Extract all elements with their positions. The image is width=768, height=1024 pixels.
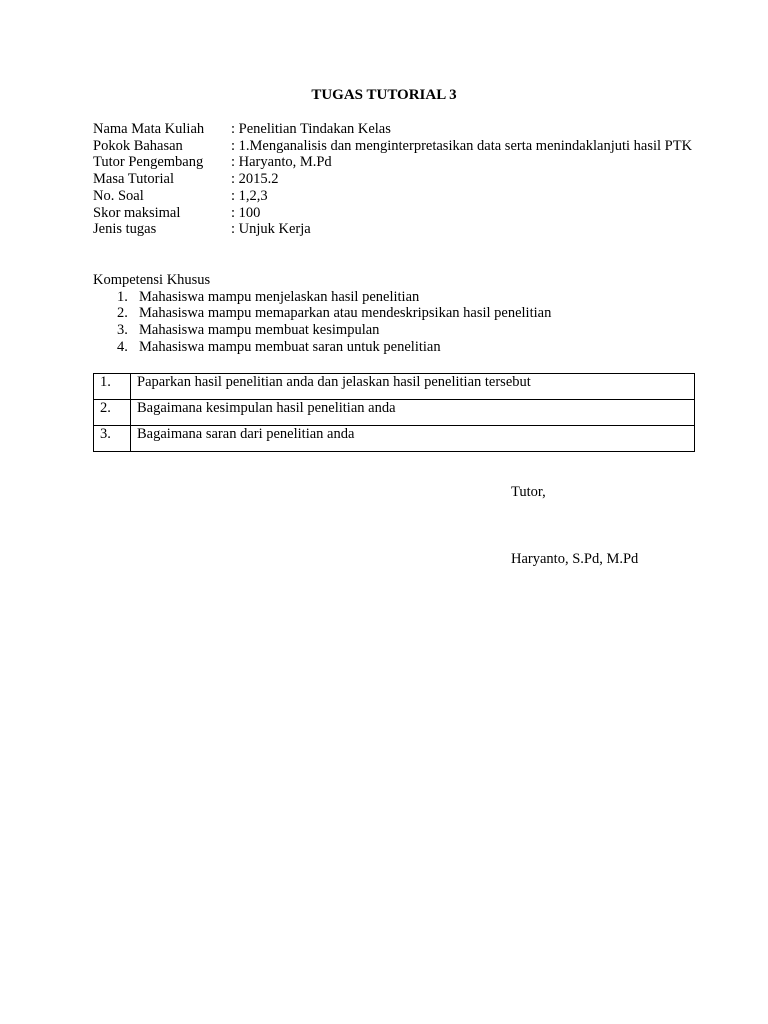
list-text: Mahasiswa mampu membuat saran untuk penelitian	[139, 338, 441, 355]
info-row-topic	[93, 138, 693, 155]
info-row-question-number	[93, 188, 693, 205]
info-label: Masa Tutorial	[93, 171, 174, 188]
info-row-task-type	[93, 221, 693, 238]
list-text: Mahasiswa mampu memaparkan atau mendeskripsikan hasil penelitian	[139, 305, 552, 322]
list-number: 4.	[117, 338, 128, 355]
question-text: Bagaimana saran dari penelitian anda	[131, 426, 695, 452]
info-label: Skor maksimal	[93, 204, 181, 221]
info-row-course-name	[93, 121, 693, 138]
signature-label: Tutor,	[511, 484, 546, 500]
table-row	[94, 426, 695, 452]
competency-list	[93, 289, 713, 356]
info-row-tutorial-period	[93, 171, 693, 188]
list-number: 3.	[117, 322, 128, 339]
table-row	[94, 374, 695, 400]
info-value: : Haryanto, M.Pd	[231, 154, 332, 171]
info-value: : 1,2,3	[231, 187, 268, 204]
question-number: 3.	[94, 426, 131, 452]
list-number: 1.	[117, 288, 128, 305]
info-label: No. Soal	[93, 187, 144, 204]
info-label: Nama Mata Kuliah	[93, 121, 205, 137]
info-value: : 2015.2	[231, 171, 279, 188]
course-info	[93, 121, 693, 238]
info-label: Pokok Bahasan	[93, 137, 183, 154]
info-value: : Penelitian Tindakan Kelas	[231, 121, 391, 137]
list-number: 2.	[117, 305, 128, 322]
info-label: Tutor Pengembang	[93, 154, 204, 171]
list-item	[93, 339, 713, 356]
info-value: : 100	[231, 204, 261, 221]
info-value: : 1.Menganalisis dan menginterpretasikan data serta menindaklanjuti hasil PTK	[231, 137, 693, 154]
question-table	[93, 373, 695, 452]
document-title: TUGAS TUTORIAL 3	[311, 87, 457, 103]
question-number: 2.	[94, 400, 131, 426]
question-text: Bagaimana kesimpulan hasil penelitian anda	[131, 400, 695, 426]
list-text: Mahasiswa mampu membuat kesimpulan	[139, 322, 380, 339]
list-text: Mahasiswa mampu menjelaskan hasil penelitian	[139, 288, 420, 305]
info-row-tutor-developer	[93, 154, 693, 171]
table-row	[94, 400, 695, 426]
signature-name: Haryanto, S.Pd, M.Pd	[511, 551, 639, 567]
list-item	[93, 289, 713, 306]
info-row-max-score	[93, 205, 693, 222]
list-item	[93, 322, 713, 339]
competency-heading: Kompetensi Khusus	[93, 272, 211, 288]
info-value: : Unjuk Kerja	[231, 221, 311, 238]
info-label: Jenis tugas	[93, 221, 157, 238]
question-number: 1.	[94, 374, 131, 400]
competency-section	[93, 272, 713, 356]
question-text: Paparkan hasil penelitian anda dan jelaskan hasil penelitian tersebut	[131, 374, 695, 400]
list-item	[93, 305, 713, 322]
